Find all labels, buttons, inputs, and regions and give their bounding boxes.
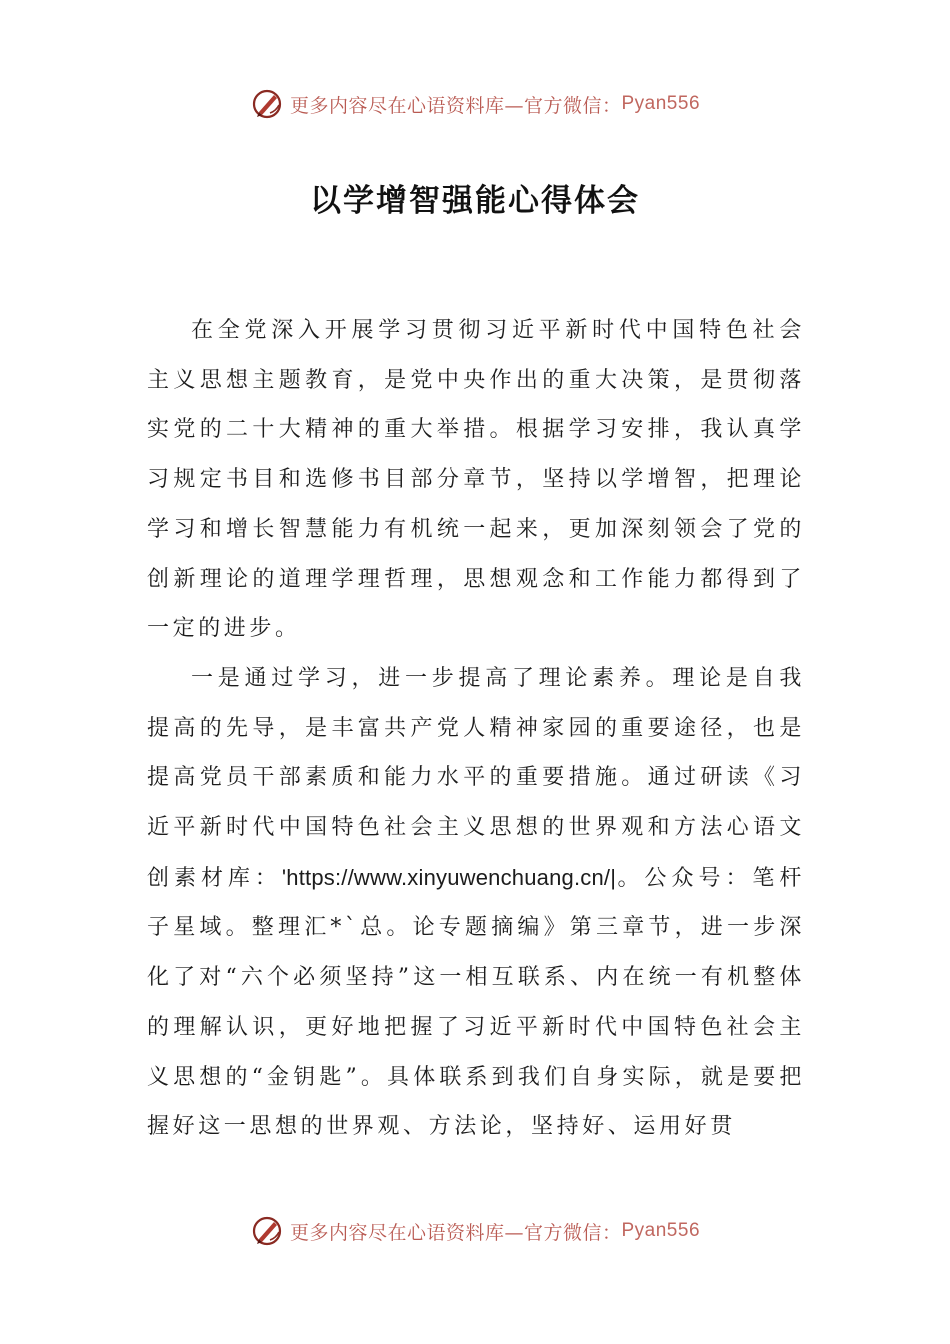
document-title: 以学增智强能心得体会 <box>310 183 640 219</box>
header-banner-text: 更多内容尽在心语资料库—官方微信： <box>289 94 622 117</box>
header-banner <box>0 84 950 124</box>
footer-banner-text: 更多内容尽在心语资料库—官方微信： <box>289 1221 622 1244</box>
document-body <box>147 306 805 1152</box>
footer-banner <box>0 1211 950 1251</box>
footer-banner-wechat: Pyan556 <box>621 1220 701 1241</box>
paragraph-theory-part-a: 一是通过学习，进一步提高了理论素养。理论是自我提高的先导，是丰富共产党人精神家园的重要途径，也是提高党员干部素质和能力水平的重要措施。通过研读《习近平新时代中国特色社会主义思想的世界观和方法心语文创素材库： <box>147 665 805 891</box>
paragraph-theory <box>147 654 805 1152</box>
paragraph-theory-part-b: 。公众号：笔杆子星域。整理汇*`总。论专题摘编》第三章节，进一步深化了对“六个必须坚持”这一相互联系、内在统一有机整体的理解认识，更好地把握了习近平新时代中国特色社会主义思想的“金钥匙”。具体联系到我们自身实际，就是要把握好这一思想的世界观、方法论，坚持好、运用好贯 <box>147 865 805 1140</box>
header-banner-wechat: Pyan556 <box>621 93 701 114</box>
pen-circle-logo-icon <box>250 1214 284 1248</box>
pen-circle-logo-icon <box>250 87 284 121</box>
paragraph-intro: 在全党深入开展学习贯彻习近平新时代中国特色社会主义思想主题教育，是党中央作出的重大决策，是贯彻落实党的二十大精神的重大举措。根据学习安排，我认真学习规定书目和选修书目部分章节，坚持以学增智，把理论学习和增长智慧能力有机统一起来，更加深刻领会了党的创新理论的道理学理哲理，思想观念和工作能力都得到了一定的进步。 <box>147 318 805 642</box>
source-url-link[interactable]: 'https://www.xinyuwenchuang.cn/| <box>281 864 617 890</box>
